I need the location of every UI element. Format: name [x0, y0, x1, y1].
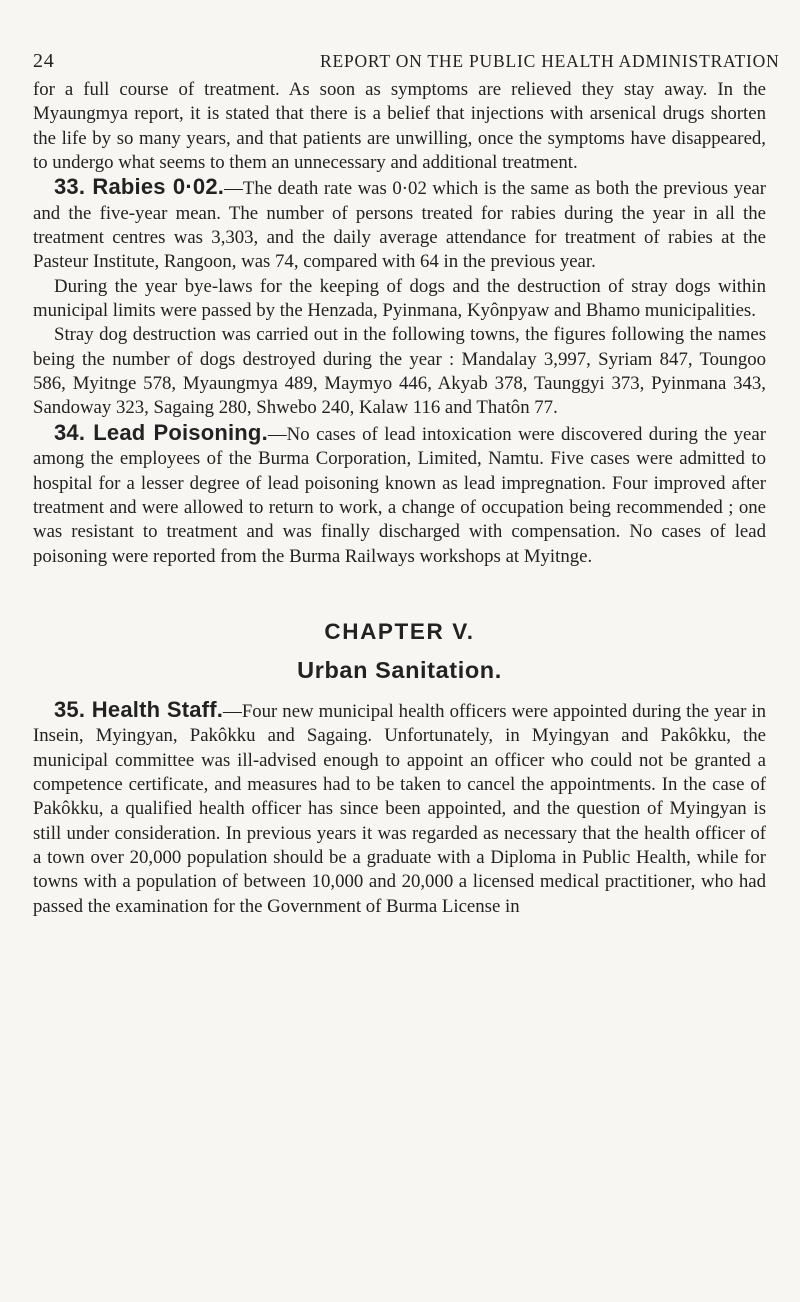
section-text-rabies: —The death rate was 0·02 which is the same as both the previous year and the five-year mean. The number of persons treated for rabies during the year in all the treatment centres was 3,303, and the daily average attendance for treatment of rabies at the Pasteur Institute, Rangoon, was 74, compared with 64 in the previous year. [33, 178, 767, 273]
chapter-subtitle: Urban Sanitation. [297, 656, 502, 683]
section-heading-health-staff: 35. Health Staff. [54, 696, 224, 722]
running-header [33, 50, 780, 78]
running-title: REPORT ON THE PUBLIC HEALTH ADMINISTRATION [320, 51, 780, 71]
body-text [33, 78, 766, 919]
paragraph-continuation: for a full course of treatment. As soon as symptoms are relieved they stay away. In the Myaungmya report, it is stated that there is a belief that injections with arsenical drugs shorten the life by so many years, and that patients are unwilling, once the symptoms have disappeared, to undergo what seems to them an unnecessary and additional treatment. [33, 79, 766, 174]
section-text-health-staff: —Four new municipal health officers were appointed during the year in Insein, Myingyan, Pakôkku and Sagaing. Unfortunately, in Myingyan and Pakôkku, the municipal committee was ill-advised enough to appoint an officer who could not be granted a competence certificate, and measures had to be taken to cancel the appointments. In the case of Pakôkku, a qualified health officer has since been appointed, and the question of Myingyan is still under consideration. In previous years it was regarded as necessary that the health officer of a town over 20,000 population should be a graduate with a Diploma in Public Health, while for towns with a population of between 10,000 and 20,000 a licensed medical practitioner, who had passed the examination for the Government of Burma License in [33, 700, 766, 917]
paragraph-stray-dog-destruction: Stray dog destruction was carried out in the following towns, the figures following the names being the number of dogs destroyed during the year : Mandalay 3,997, Syriam 847, Toungoo 586, Myitnge 578, Myaungmya 489, Maymyo 446, Akyab 378, Taunggyi 373, Pyinmana 343, Sandoway 323, Sagaing 280, Shwebo 240, Kalaw 116 and Thatôn 77. [33, 324, 766, 419]
chapter-title: CHAPTER V. [324, 618, 475, 644]
page-number: 24 [33, 50, 55, 72]
section-34-lead-poisoning [33, 421, 766, 569]
paragraph-dog-bye-laws: During the year bye-laws for the keeping of dogs and the destruction of stray dogs within municipal limits were passed by the Henzada, Pyinmana, Kyônpyaw and Bhamo municipalities. [33, 275, 766, 322]
section-heading-rabies: 33. Rabies 0·02. [54, 174, 225, 200]
section-33-rabies [33, 175, 766, 274]
section-heading-lead-poisoning: 34. Lead Poisoning. [54, 419, 268, 445]
section-text-lead-poisoning: —No cases of lead intoxication were discovered during the year among the employees of the Burma Corporation, Limited, Namtu. Five cases were admitted to hospital for a lesser degree of lead poisoning known as lead impregnation. Four improved after treatment and were allowed to return to work, a change of occupation being recommended ; one was resistant to treatment and was finally discharged with compensation. No cases of lead poisoning were reported from the Burma Railways workshops at Myitnge. [33, 423, 766, 567]
section-35-health-staff [33, 698, 766, 919]
